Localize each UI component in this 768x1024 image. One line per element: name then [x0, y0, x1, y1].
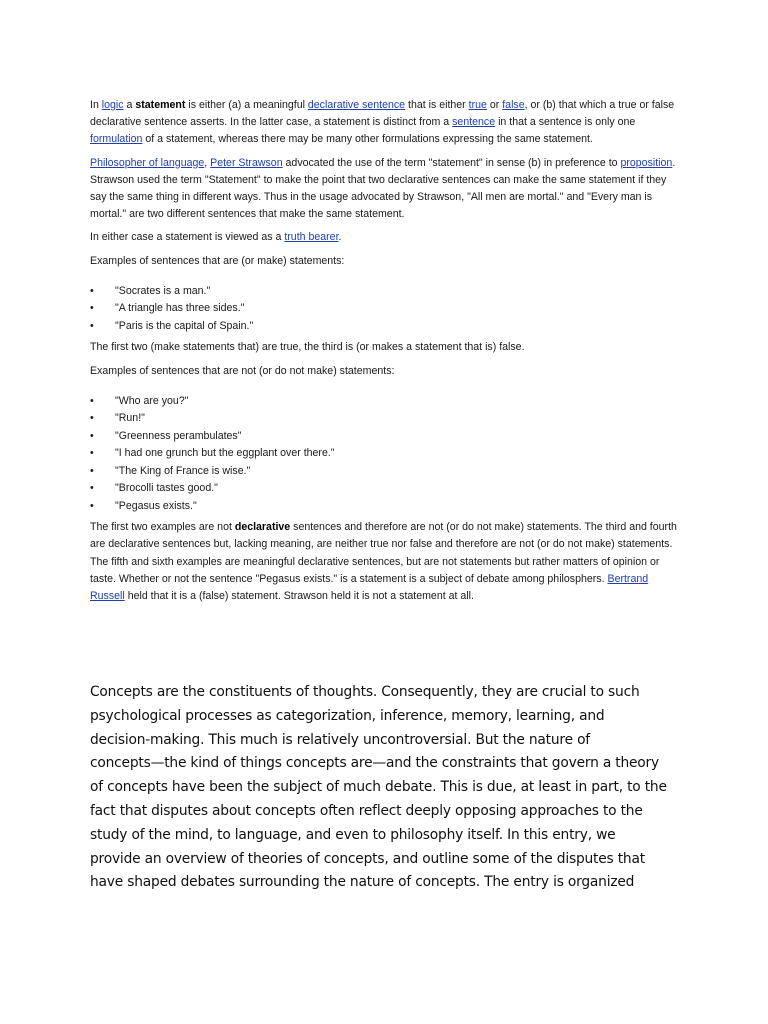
statements-intro: Examples of sentences that are (or make) statements: [90, 254, 345, 267]
text-span: In [90, 99, 102, 111]
list-item-text: "Brocolli tastes good." [115, 482, 218, 495]
text-line: psychological processes as categorization, inference, memory, learning, and [90, 707, 605, 724]
text-line: study of the mind, to language, and even to philosophy itself. In this entry, we [90, 826, 616, 843]
list-item [90, 428, 680, 446]
list-item-text: "I had one grunch but the eggplant over there." [115, 447, 335, 460]
link-logic[interactable]: logic [101, 99, 124, 111]
link-truth-bearer[interactable]: truth bearer [284, 231, 339, 244]
link-formulation[interactable]: formulation [90, 133, 143, 146]
non-statements-list [90, 393, 680, 516]
text-span: is either (a) a meaningful [185, 99, 308, 111]
non-statements-intro: Examples of sentences that are not (or do not make) statements: [90, 364, 395, 377]
list-item [90, 283, 680, 301]
statements-summary: The first two (make statements that) are true, the third is (or makes a statement that is) false. [90, 341, 525, 354]
text-span: . Strawson used the term "Statement" to make the point that two declarative sentences can make the same statement if they say the same thing in different ways. Thus in the usage advocated by Strawson, "All men are mortal." and "Every man is mortal." are two different sentences that make the same statement. [90, 156, 676, 221]
statements-list [90, 283, 680, 336]
list-item [90, 463, 680, 481]
list-item-text: "Run!" [115, 412, 145, 425]
link-proposition[interactable]: proposition [620, 156, 673, 169]
list-item [90, 318, 680, 336]
list-item [90, 445, 680, 463]
link-false[interactable]: false [502, 99, 525, 111]
bullet-icon: • [90, 447, 94, 460]
bullet-icon: • [90, 482, 94, 495]
list-item-text: "The King of France is wise." [115, 464, 251, 477]
list-item-text: "Who are you?" [115, 394, 189, 407]
text-span: The first two examples are not [90, 521, 235, 534]
link-philosopher-of-language[interactable]: Philosopher of language [90, 156, 205, 169]
statement-article [90, 97, 680, 611]
list-item-text: "A triangle has three sides." [115, 302, 245, 315]
link-sentence[interactable]: sentence [452, 116, 496, 129]
link-peter-strawson[interactable]: Peter Strawson [210, 156, 283, 169]
text-line: of concepts have been the subject of much debate. This is due, at least in part, to the [90, 779, 667, 796]
concepts-paragraph [90, 681, 690, 895]
list-item-text: "Socrates is a man." [115, 284, 211, 297]
text-span: or [486, 99, 503, 111]
text-span: advocated the use of the term "statement" in sense (b) in preference to [282, 156, 621, 169]
text-line: decision-making. This much is relatively uncontroversial. But the nature of [90, 731, 590, 748]
list-item-text: "Paris is the capital of Spain." [115, 319, 254, 332]
text-span: of a statement, whereas there may be many other formulations expressing the same statement. [142, 133, 593, 146]
link-true[interactable]: true [468, 99, 487, 111]
bullet-icon: • [90, 499, 94, 512]
text-span: held that it is a (false) statement. Strawson held it is not a statement at all. [124, 590, 474, 603]
text-span: , or (b) that which a true or false declarative sentence asserts. In the latter case, a statement is distinct from a [90, 99, 675, 129]
text-span: in that a sentence is only one [495, 116, 636, 129]
text-span: . [338, 231, 342, 244]
term-declarative: declarative [234, 521, 291, 534]
list-item-text: "Pegasus exists." [115, 499, 197, 512]
list-item [90, 480, 680, 498]
strawson-paragraph [90, 155, 680, 224]
bullet-icon: • [90, 319, 94, 332]
link-bertrand-russell[interactable]: Bertrand Russell [90, 572, 649, 603]
text-span: , [204, 156, 211, 169]
list-item [90, 300, 680, 318]
bullet-icon: • [90, 302, 94, 315]
list-item-text: "Greenness perambulates" [115, 429, 242, 442]
text-line: Concepts are the constituents of thoughts. Consequently, they are crucial to such [90, 684, 640, 700]
truth-bearer-paragraph [90, 229, 680, 246]
link-declarative-sentence[interactable]: declarative sentence [307, 99, 406, 111]
list-item [90, 410, 680, 428]
bullet-icon: • [90, 412, 94, 425]
bullet-icon: • [90, 464, 94, 477]
text-span: that is either [405, 99, 469, 111]
list-item [90, 393, 680, 411]
text-span: a [123, 99, 136, 111]
bullet-icon: • [90, 284, 94, 297]
text-span: In either case a statement is viewed as a [90, 231, 285, 244]
text-line: concepts—the kind of things concepts are—and the constraints that govern a theory [90, 755, 659, 772]
bullet-icon: • [90, 394, 94, 407]
list-item [90, 498, 680, 516]
text-line: have shaped debates surrounding the nature of concepts. The entry is organized [90, 874, 635, 891]
text-line: fact that disputes about concepts often reflect deeply opposing approaches to the [90, 802, 643, 819]
text-span: sentences and therefore are not (or do not make) statements. The third and fourth are declarative sentences but, lacking meaning, are neither true nor false and therefore are not (or do not make) statements. The fifth and sixth examples are meaningful declarative sentences, but are not statements but rather matters of opinion or taste. Whether or not the sentence "Pegasus exists." is a statement is a subject of debate among philosphers. [90, 521, 677, 585]
non-statements-discussion [90, 519, 680, 605]
intro-paragraph [90, 97, 680, 149]
bullet-icon: • [90, 429, 94, 442]
text-line: provide an overview of theories of concepts, and outline some of the disputes that [90, 850, 645, 867]
term-statement: statement [135, 99, 186, 111]
